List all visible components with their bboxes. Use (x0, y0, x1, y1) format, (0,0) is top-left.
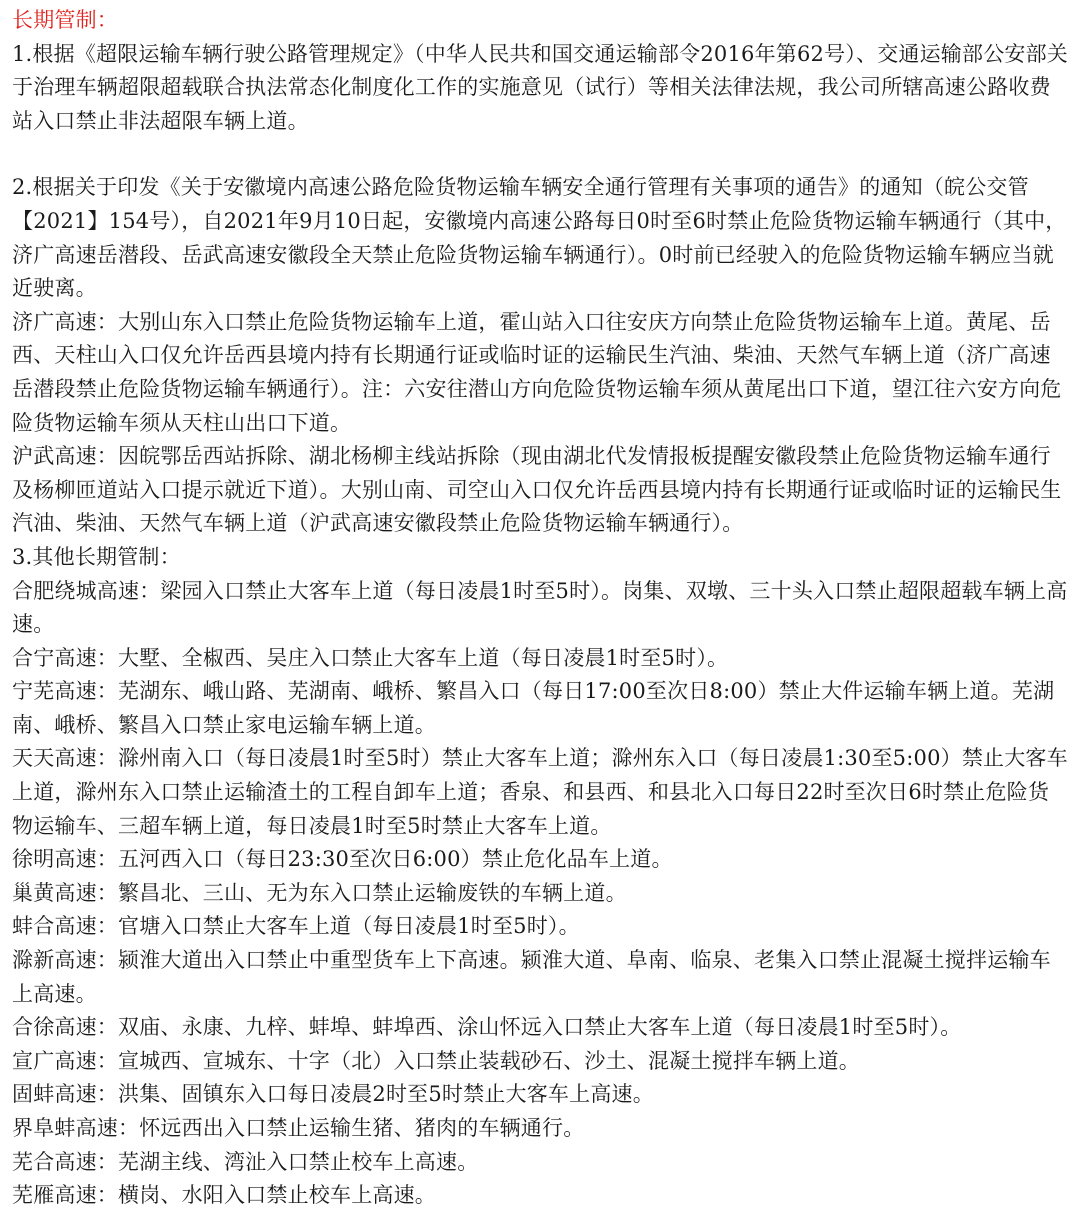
list-item: 宣广高速：宣城西、宣城东、十字（北）入口禁止装载砂石、沙土、混凝土搅拌车辆上道。 (12, 1048, 860, 1073)
paragraph-2: 2.根据关于印发《关于安徽境内高速公路危险货物运输车辆安全通行管理有关事项的通告》的通知（皖公交管【2021】154号），自2021年9月10日起，安徽境内高速公路每日0时至6时禁止危险货物运输车辆通行（其中，济广高速岳潜段、岳武高速安徽段全天禁止危险货物运输车辆通行）。0时前已经驶入的危险货物运输车辆应当就近驶离。 (12, 175, 1067, 301)
list-item: 芜雁高速：横岗、水阳入口禁止校车上高速。 (12, 1183, 436, 1208)
list-item: 芜合高速：芜湖主线、湾沚入口禁止校车上高速。 (12, 1149, 479, 1174)
list-item: 蚌合高速：官塘入口禁止大客车上道（每日凌晨1时至5时）。 (12, 914, 580, 939)
list-item: 巢黄高速：繁昌北、三山、无为东入口禁止运输废铁的车辆上道。 (12, 880, 627, 905)
list-item: 滁新高速：颍淮大道出入口禁止中重型货车上下高速。颍淮大道、阜南、临泉、老集入口禁止混凝土搅拌运输车上高速。 (12, 948, 1051, 1006)
paragraph-huwu: 沪武高速：因皖鄂岳西站拆除、湖北杨柳主线站拆除（现由湖北代发情报板提醒安徽段禁止危险货物运输车通行及杨柳匝道站入口提示就近下道）。大别山南、司空山入口仅允许岳西县境内持有长期通行证或临时证的运输民生汽油、柴油、天然气车辆上道（沪武高速安徽段禁止危险货物运输车辆通行）。 (12, 444, 1062, 536)
list-item: 界阜蚌高速：怀远西出入口禁止运输生猪、猪肉的车辆通行。 (12, 1116, 585, 1140)
paragraph-jiguang: 济广高速：大别山东入口禁止危险货物运输车上道，霍山站入口往安庆方向禁止危险货物运输车上道。黄尾、岳西、天柱山入口仅允许岳西县境内持有长期通行证或临时证的运输民生汽油、柴油、天然气车辆上道（济广高速岳潜段禁止危险货物运输车辆通行）。注：六安往潜山方向危险货物运输车须从黄尾出口下道，望江往六安方向危险货物运输车须从天柱山出口下道。 (12, 309, 1062, 435)
list-item: 天天高速：滁州南入口（每日凌晨1时至5时）禁止大客车上道；滁州东入口（每日凌晨1:30至5:00）禁止大客车上道，滁州东入口禁止运输渣土的工程自卸车上道；香泉、和县西、和县北入口每日22时至次日6时禁止危险货物运输车、三超车辆上道，每日凌晨1时至5时禁止大客车上道。 (12, 746, 1068, 838)
list-item: 徐明高速：五河西入口（每日23:30至次日6:00）禁止危化品车上道。 (12, 847, 673, 872)
paragraph-gap (12, 138, 1070, 171)
list-item: 宁芜高速：芜湖东、峨山路、芜湖南、峨桥、繁昌入口（每日17:00至次日8:00）禁止大件运输车辆上道。芜湖南、峨桥、繁昌入口禁止家电运输车辆上道。 (12, 679, 1055, 737)
section-heading: 长期管制： (12, 8, 118, 32)
list-item: 合宁高速：大墅、全椒西、吴庄入口禁止大客车上道（每日凌晨1时至5时）。 (12, 645, 729, 670)
list-item: 合肥绕城高速：梁园入口禁止大客车上道（每日凌晨1时至5时）。岗集、双墩、三十头入口禁止超限超载车辆上高速。 (12, 578, 1068, 637)
list-item: 合徐高速：双庙、永康、九梓、蚌埠、蚌埠西、涂山怀远入口禁止大客车上道（每日凌晨1时至5时）。 (12, 1015, 962, 1040)
list-item: 固蚌高速：洪集、固镇东入口每日凌晨2时至5时禁止大客车上高速。 (12, 1082, 654, 1107)
paragraph-3-heading: 3.其他长期管制： (12, 544, 181, 569)
paragraph-1: 1.根据《超限运输车辆行驶公路管理规定》（中华人民共和国交通运输部令2016年第62号）、交通运输部公安部关于治理车辆超限超载联合执法常态化制度化工作的实施意见（试行）等相关法律法规，我公司所辖高速公路收费站入口禁止非法超限车辆上道。 (12, 41, 1068, 133)
